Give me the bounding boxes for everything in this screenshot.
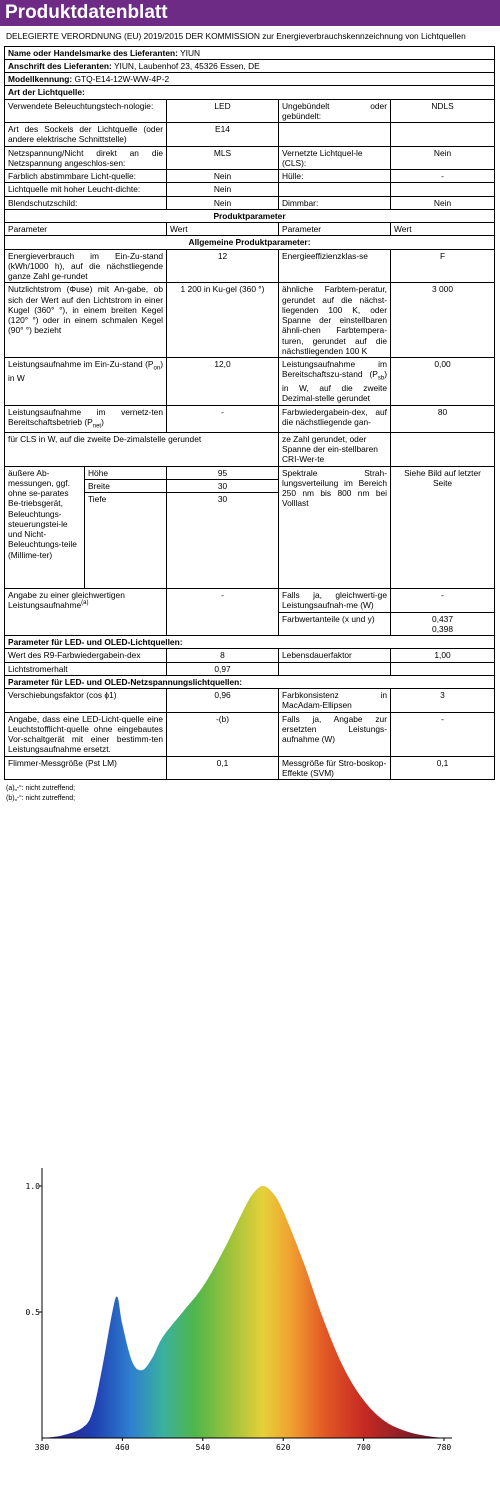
footnote-b: (b)„-“: nicht zutreffend; bbox=[6, 795, 76, 803]
dimension-value: 30 bbox=[167, 479, 279, 492]
power-net-continued: für CLS in W, auf die zweite De-zimalstelle gerundet bbox=[5, 432, 279, 466]
param-value: 3 000 bbox=[391, 283, 495, 358]
param-value: 1,00 bbox=[391, 649, 495, 662]
product-data-table bbox=[4, 46, 495, 781]
param-row bbox=[5, 712, 495, 756]
led-section-heading: Parameter für LED- und OLED-Lichtquellen: bbox=[5, 636, 495, 649]
type-param: Vernetzte Lichtquel-le (CLS): bbox=[279, 146, 391, 170]
x-tick-label: 380 bbox=[34, 1443, 50, 1452]
type-value: E14 bbox=[167, 123, 279, 147]
type-value: NDLS bbox=[391, 99, 495, 123]
column-header: Parameter bbox=[279, 223, 391, 236]
param-label: Falls ja, Angabe zur ersetzten Leistungs-aufnahme (W) bbox=[279, 712, 391, 756]
power-on-label-tail: ) in W bbox=[8, 359, 163, 383]
param-row bbox=[5, 689, 495, 713]
dimension-value: 30 bbox=[167, 493, 279, 589]
param-label: Messgröße für Stro-boskop-Effekte (SVM) bbox=[279, 756, 391, 780]
type-value: Nein bbox=[167, 196, 279, 209]
param-row bbox=[5, 662, 495, 675]
dimensions-label: äußere Ab-messungen, ggf. ohne se-parates Be-triebsgerät, Beleuchtungs-steuerungstei-le und Nicht-Beleuchtungs-teile (Millime-ter) bbox=[5, 466, 85, 589]
params-section-row bbox=[5, 209, 495, 222]
params-section-heading: Produktparameter bbox=[5, 209, 495, 222]
x-tick-label: 540 bbox=[195, 1443, 211, 1452]
equiv-power-label: Falls ja, gleichwerti-ge Leistungsaufnah-me (W) bbox=[279, 589, 391, 613]
type-param: Blendschutzschild: bbox=[5, 196, 167, 209]
supplier-address-value: YIUN, Laubenhof 23, 45326 Essen, DE bbox=[113, 60, 260, 71]
type-row bbox=[5, 196, 495, 209]
spectral-value: Siehe Bild auf letzter Seite bbox=[391, 466, 495, 589]
param-value: F bbox=[391, 249, 495, 283]
type-value: Nein bbox=[167, 170, 279, 183]
param-label: Nutzlichtstrom (Φuse) mit An-gabe, ob sich der Wert auf den Lichtstrom in einer Kugel (360° °), in einem breiten Kegel (120° °) oder in einem schmalen Kegel (90° °) bezieht bbox=[5, 283, 167, 358]
type-value: Nein bbox=[391, 196, 495, 209]
type-value: Nein bbox=[167, 183, 279, 196]
param-value: 0,96 bbox=[167, 689, 279, 713]
power-sb-label-tail: ) in W, auf die zweite Dezimal-stelle gerundet bbox=[282, 369, 387, 404]
supplier-name-label: Name oder Handelsmarke des Lieferanten: bbox=[8, 47, 178, 58]
x-tick-label: 460 bbox=[115, 1443, 130, 1452]
type-section-heading: Art der Lichtquelle: bbox=[5, 86, 495, 99]
power-net-value: - bbox=[167, 405, 279, 432]
type-value: Nein bbox=[391, 146, 495, 170]
title-bar bbox=[0, 0, 500, 26]
y-tick-label: 0.5 bbox=[25, 1308, 40, 1317]
param-label: Wert des R9-Farbwiedergabein-dex bbox=[5, 649, 167, 662]
type-param: Farblich abstimmbare Licht-quelle: bbox=[5, 170, 167, 183]
chromaticity-value bbox=[391, 612, 495, 636]
column-header: Parameter bbox=[5, 223, 167, 236]
spectral-label: Spektrale Strah-lungsverteilung im Bereich 250 nm bis 800 nm bei Volllast bbox=[279, 466, 391, 589]
param-value: 0,97 bbox=[167, 662, 279, 675]
param-value: 1 200 in Ku-gel (360 °) bbox=[167, 283, 279, 358]
type-param: Lichtquelle mit hoher Leucht-dichte: bbox=[5, 183, 167, 196]
power-net-sub: net bbox=[92, 423, 102, 430]
equiv-value: - bbox=[167, 589, 279, 636]
type-row bbox=[5, 99, 495, 123]
param-row bbox=[5, 249, 495, 283]
chromaticity-y: 0,398 bbox=[432, 623, 453, 634]
type-row bbox=[5, 183, 495, 196]
led-section-row bbox=[5, 636, 495, 649]
type-param: Dimmbar: bbox=[279, 196, 391, 209]
param-row bbox=[5, 405, 495, 432]
mains-section-row bbox=[5, 675, 495, 688]
chromaticity-label: Farbwertanteile (x und y) bbox=[279, 612, 391, 636]
chromaticity-x: 0,437 bbox=[432, 613, 453, 624]
power-sb-label bbox=[279, 358, 391, 406]
power-on-label-text: Leistungsaufnahme im Ein-Zu-stand (P bbox=[8, 359, 154, 369]
type-value bbox=[391, 183, 495, 196]
param-value: -(b) bbox=[167, 712, 279, 756]
x-tick-label: 620 bbox=[275, 1443, 291, 1452]
type-value bbox=[391, 123, 495, 147]
dimension-name: Höhe bbox=[85, 466, 167, 479]
param-label: Flimmer-Messgröße (Pst LM) bbox=[5, 756, 167, 780]
type-section-row bbox=[5, 86, 495, 99]
param-value: 0,1 bbox=[167, 756, 279, 780]
footnotes bbox=[6, 784, 494, 804]
spectrum-svg bbox=[24, 1158, 474, 1458]
power-on-value: 12,0 bbox=[167, 358, 279, 406]
supplier-address-row bbox=[5, 59, 495, 72]
equiv-label bbox=[5, 589, 167, 636]
type-param: Art des Sockels der Lichtquelle (oder andere elektrische Schnittstelle) bbox=[5, 123, 167, 147]
param-label: ähnliche Farbtem-peratur, gerundet auf die nächst-liegenden 100 K, oder Spanne der einstellbaren ähnli-chen Farbtempera-turen, gerundet auf die nächstliegenden 100 K bbox=[279, 283, 391, 358]
power-sb-label-text: Leistungsaufnahme im Bereitschaftszu-stand (P bbox=[282, 359, 387, 380]
param-row-continued bbox=[5, 432, 495, 466]
param-value: 8 bbox=[167, 649, 279, 662]
x-tick-label: 700 bbox=[356, 1443, 371, 1452]
param-row bbox=[5, 649, 495, 662]
param-row bbox=[5, 589, 495, 613]
type-param: Netzspannung/Nicht direkt an die Netzspannung angeschlos-sen: bbox=[5, 146, 167, 170]
param-label: Energieverbrauch im Ein-Zu-stand (kWh/1000 h), auf die nächstliegende ganze Zahl ge-rundet bbox=[5, 249, 167, 283]
param-row bbox=[5, 283, 495, 358]
power-sb-sub: sb bbox=[377, 375, 385, 382]
type-row bbox=[5, 123, 495, 147]
model-label: Modellkennung: bbox=[8, 74, 73, 84]
param-row bbox=[5, 756, 495, 780]
power-on-label bbox=[5, 358, 167, 406]
supplier-name-row bbox=[5, 46, 495, 59]
model-row bbox=[5, 73, 495, 86]
power-on-sub: on bbox=[153, 365, 161, 372]
type-value: LED bbox=[167, 99, 279, 123]
type-param: Verwendete Beleuchtungstech-nologie: bbox=[5, 99, 167, 123]
param-value bbox=[391, 662, 495, 675]
dimension-name: Tiefe bbox=[85, 493, 167, 589]
dimension-name: Breite bbox=[85, 479, 167, 492]
param-value: 0,1 bbox=[391, 756, 495, 780]
param-row bbox=[5, 358, 495, 406]
power-sb-value: 0,00 bbox=[391, 358, 495, 406]
power-net-label-tail: ) bbox=[101, 416, 104, 427]
param-label: Energieeffizienzklas-se bbox=[279, 249, 391, 283]
param-value: - bbox=[391, 712, 495, 756]
spectrum-chart bbox=[24, 1158, 474, 1458]
power-net-label-text: Leistungsaufnahme im vernetz-ten Bereitschaftsbetrieb (P bbox=[8, 406, 163, 427]
param-label bbox=[279, 662, 391, 675]
cri-continued: ze Zahl gerundet, oder Spanne der ein-stellbaren CRI-Wer-te bbox=[279, 432, 391, 466]
model-value: GTQ-E14-12W-WW-4P-2 bbox=[74, 74, 170, 84]
type-param bbox=[279, 183, 391, 196]
power-net-label bbox=[5, 405, 167, 432]
param-value: 12 bbox=[167, 249, 279, 283]
column-header: Wert bbox=[391, 223, 495, 236]
supplier-name-value: YIUN bbox=[180, 47, 201, 58]
type-value: - bbox=[391, 170, 495, 183]
footnote-ref: (a) bbox=[81, 600, 89, 607]
param-label: Farbkonsistenz in MacAdam-Ellipsen bbox=[279, 689, 391, 713]
cri-label: Farbwiedergabein-dex, auf die nächstliegende gan- bbox=[279, 405, 391, 432]
page-title: Produktdatenblatt bbox=[5, 2, 168, 23]
general-section-row bbox=[5, 236, 495, 249]
type-param bbox=[279, 123, 391, 147]
dimension-value: 95 bbox=[167, 466, 279, 479]
column-header: Wert bbox=[167, 223, 279, 236]
x-tick-label: 780 bbox=[436, 1443, 452, 1452]
type-row bbox=[5, 170, 495, 183]
spectrum-area bbox=[42, 1186, 444, 1438]
type-value: MLS bbox=[167, 146, 279, 170]
param-value: 3 bbox=[391, 689, 495, 713]
param-label: Lichtstromerhalt bbox=[5, 662, 167, 675]
dimension-row bbox=[5, 466, 495, 479]
param-label: Angabe, dass eine LED-Licht-quelle eine Leuchtstofflicht-quelle ohne eingebautes Vor-schaltgerät mit einer bestimm-ten Leistungsaufnahme ersetzt. bbox=[5, 712, 167, 756]
param-header-row bbox=[5, 223, 495, 236]
equiv-power-value: - bbox=[391, 589, 495, 613]
param-label: Verschiebungsfaktor (cos ϕ1) bbox=[5, 689, 167, 713]
regulation-intro: DELEGIERTE VERORDNUNG (EU) 2019/2015 DER KOMMISSION zur Energieverbrauchskennzeichnung von Lichtquellen bbox=[6, 31, 466, 41]
param-label: Lebensdauerfaktor bbox=[279, 649, 391, 662]
general-section-heading: Allgemeine Produktparameter: bbox=[5, 236, 495, 249]
mains-section-heading: Parameter für LED- und OLED-Netzspannungslichtquellen: bbox=[5, 675, 495, 688]
cri-value: 80 bbox=[391, 405, 495, 432]
y-tick-label: 1.0 bbox=[25, 1182, 40, 1191]
footnote-a: (a)„-“: nicht zutreffend; bbox=[6, 785, 76, 793]
type-row bbox=[5, 146, 495, 170]
type-param: Ungebündelt oder gebündelt: bbox=[279, 99, 391, 123]
type-param: Hülle: bbox=[279, 170, 391, 183]
supplier-address-label: Anschrift des Lieferanten: bbox=[8, 60, 112, 71]
equiv-label-text: Angabe zu einer gleichwertigen Leistungsaufnahme bbox=[8, 590, 125, 611]
